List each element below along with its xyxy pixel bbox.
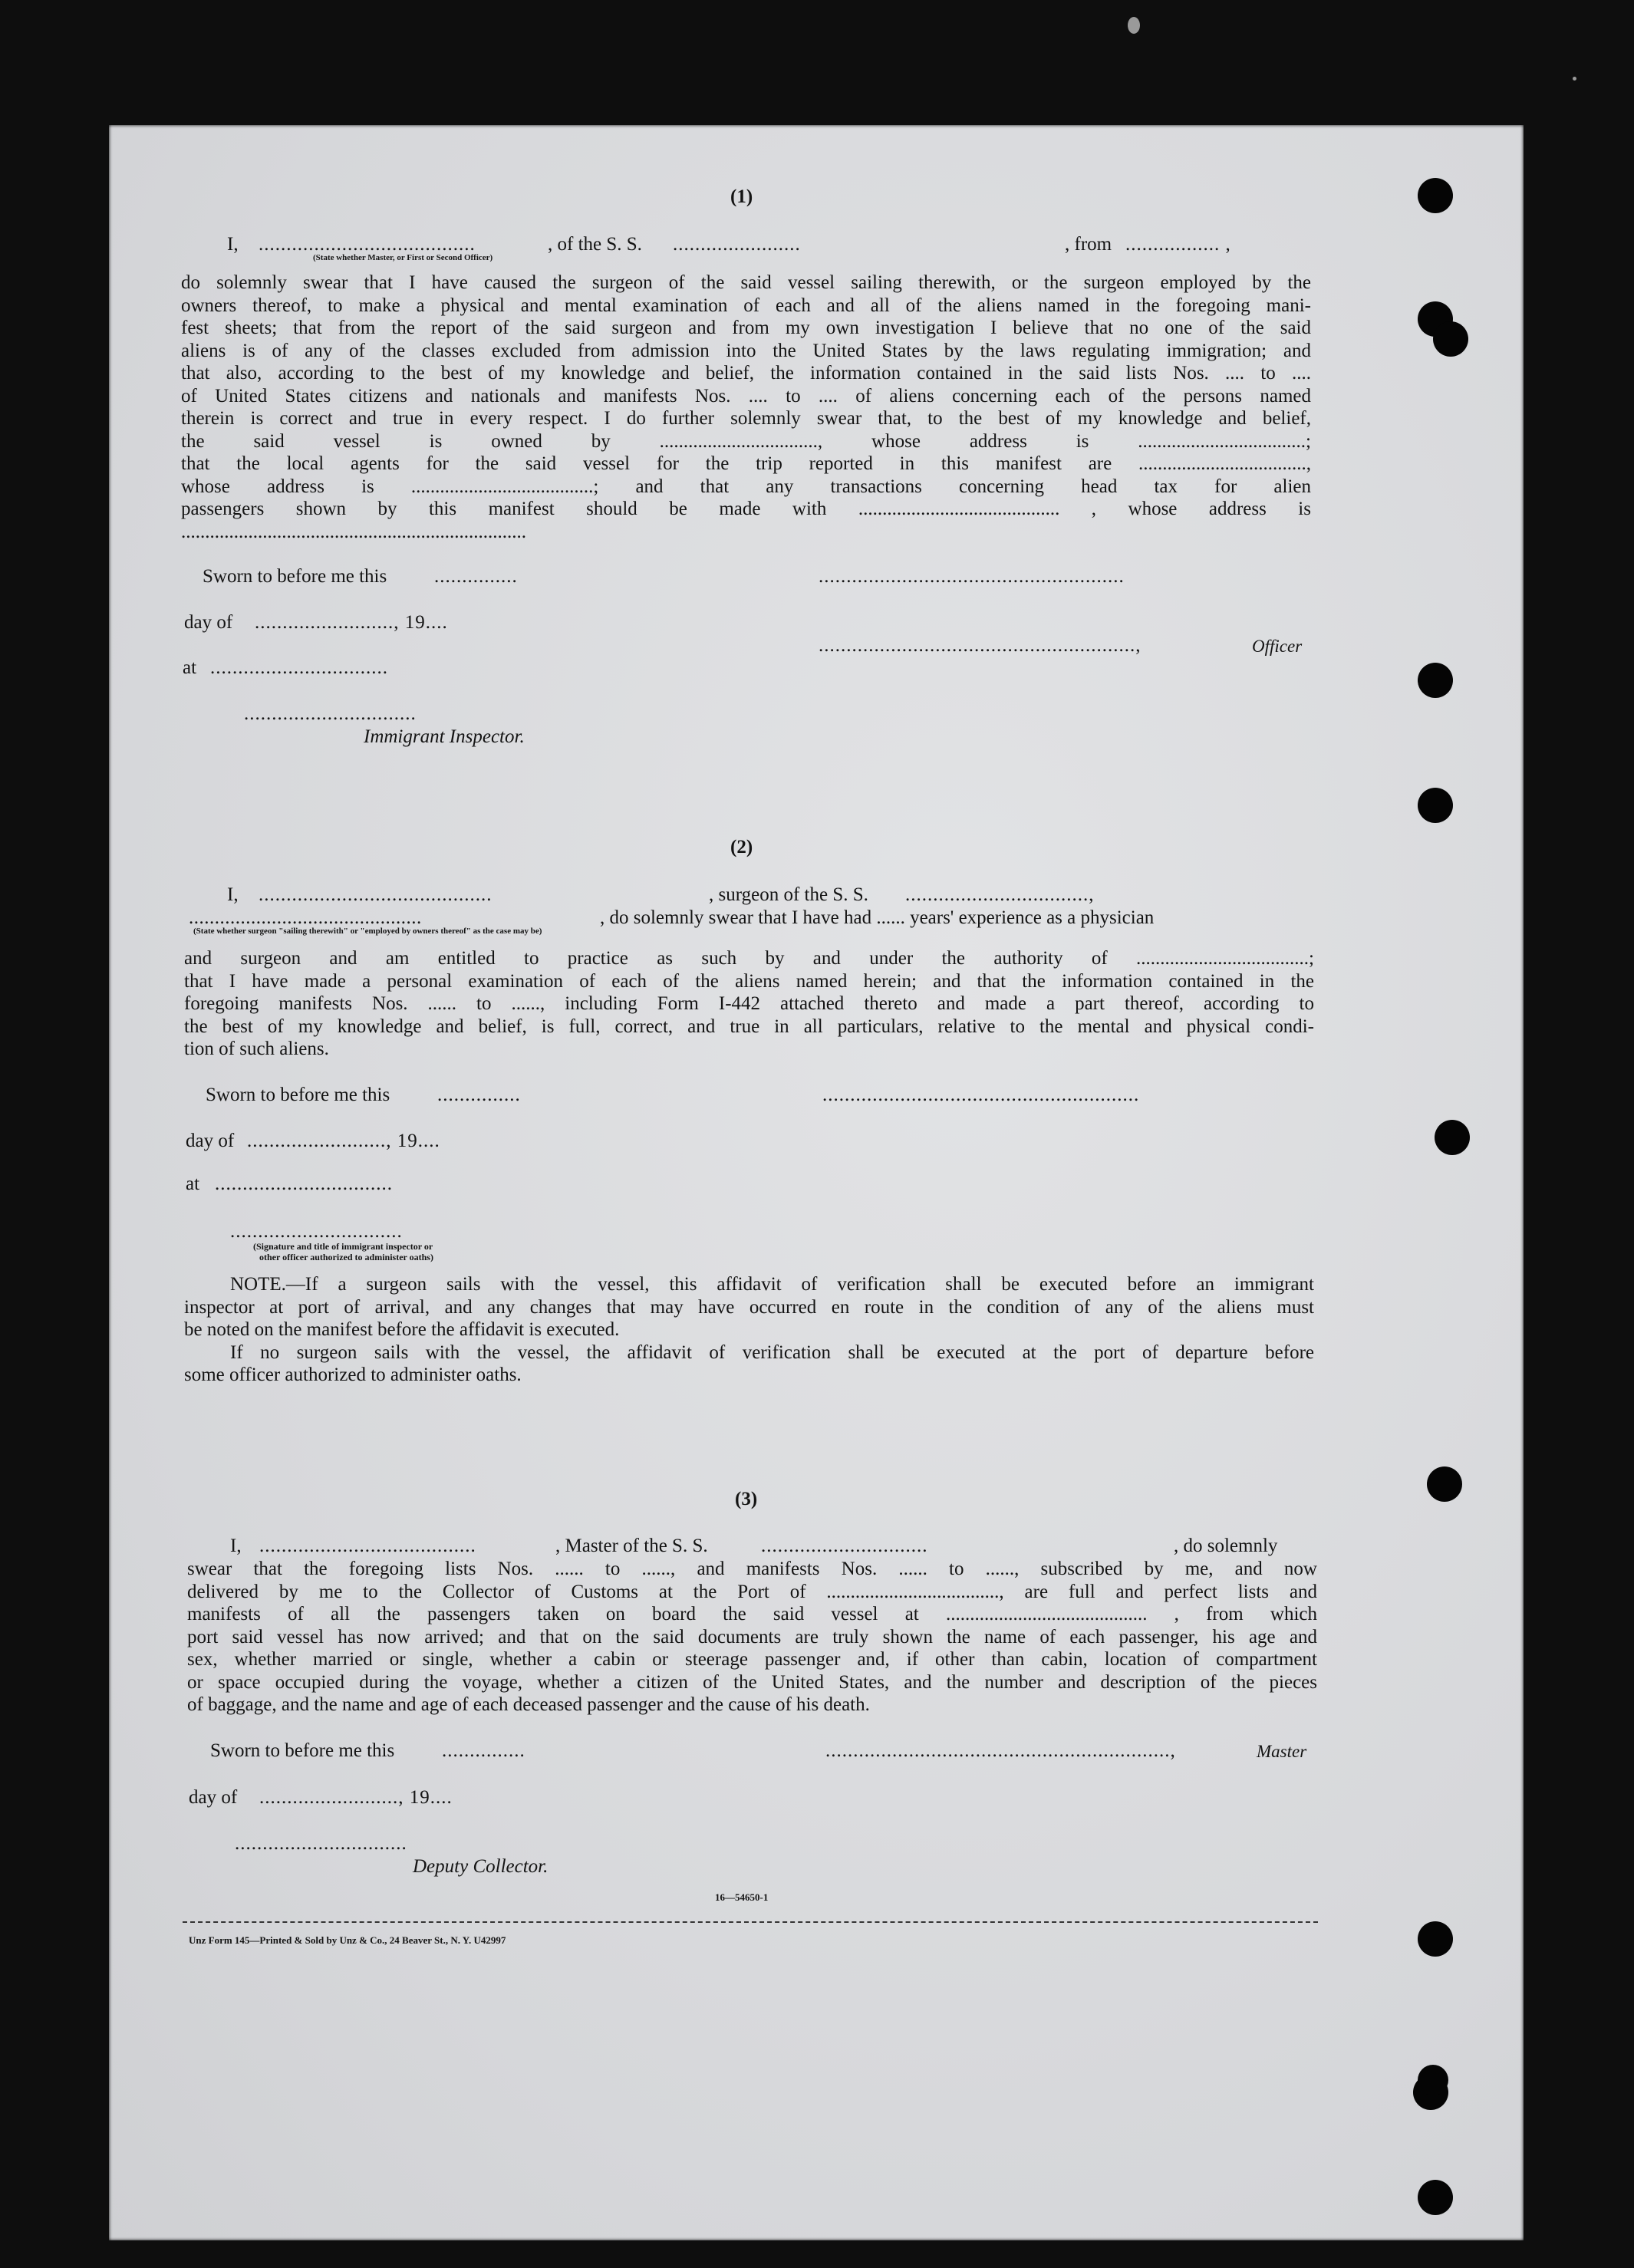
oath-line: or space occupied during the voyage, whether a citizen of the United States, and the number and description of the pieces bbox=[187, 1671, 1317, 1693]
oath-line: that also, according to the best of my knowledge and belief, the information contained in the said lists Nos. .... to .... bbox=[181, 363, 1311, 383]
immigrant-inspector-label: Immigrant Inspector. bbox=[364, 726, 525, 747]
section-1-oath-text bbox=[181, 272, 1311, 543]
punch-hole bbox=[1418, 178, 1453, 213]
field-label: I, bbox=[227, 234, 239, 255]
master-name-blank: ....................................... bbox=[259, 1536, 476, 1556]
surgeon-status-blank: ............................................. bbox=[189, 907, 422, 928]
oath-line: the said vessel is owned by ................................., whose address is ...................................; bbox=[181, 430, 1311, 452]
note-line: NOTE.—If a surgeon sails with the vessel, this affidavit of verification shall be executed before an immigrant bbox=[230, 1274, 1314, 1295]
sworn-label: Sworn to before me this bbox=[203, 566, 387, 587]
punch-hole bbox=[1427, 1466, 1462, 1502]
officer-label: Officer bbox=[1252, 637, 1303, 656]
punch-hole bbox=[1418, 2180, 1453, 2215]
oath-line: tion of such aliens. bbox=[184, 1039, 329, 1059]
scanner-speck bbox=[1573, 77, 1576, 81]
field-label: , from bbox=[1065, 234, 1112, 255]
section-1-number: (1) bbox=[730, 186, 753, 207]
officer-title-blank: ........................................................., bbox=[819, 635, 1141, 656]
note-line: If no surgeon sails with the vessel, the affidavit of verification shall be executed at the port of departure before bbox=[230, 1341, 1314, 1363]
oath-line: do solemnly swear that I have caused the surgeon of the said vessel sailing therewith, or the surgeon employed by the bbox=[181, 272, 1311, 293]
signature-note: other officer authorized to administer oaths) bbox=[259, 1252, 433, 1262]
oath-line: of baggage, and the name and age of each deceased passenger and the cause of his death. bbox=[187, 1694, 870, 1715]
day-blank: ........................., 19.... bbox=[255, 612, 448, 633]
sworn-date-blank: ............... bbox=[434, 566, 518, 587]
scanner-speck bbox=[1128, 17, 1140, 34]
master-signature-blank: .............................................................., bbox=[825, 1740, 1176, 1761]
officer-signature-blank: ....................................................... bbox=[819, 566, 1125, 587]
punch-hole bbox=[1435, 1120, 1470, 1155]
section-2-oath-text bbox=[184, 947, 1314, 1061]
signature-note: (Signature and title of immigrant inspector or bbox=[253, 1241, 433, 1252]
day-of-label: day of bbox=[184, 612, 233, 633]
oath-line: therein is correct and true in every respect. I do further solemnly swear that, to the best of my knowledge and belief, bbox=[181, 408, 1311, 429]
punch-hole bbox=[1418, 663, 1453, 698]
note-line: inspector at port of arrival, and any changes that may have occurred en route in the condition of any of the aliens must bbox=[184, 1296, 1314, 1318]
field-label: , Master of the S. S. bbox=[555, 1536, 708, 1556]
surgeon-signature-blank: ......................................................... bbox=[822, 1085, 1140, 1105]
oath-line: delivered by me to the Collector of Customs at the Port of ...................................., are full and perfect lists and bbox=[187, 1581, 1317, 1602]
form-number: 16—54650-1 bbox=[715, 1891, 769, 1903]
punch-hole bbox=[1418, 2065, 1448, 2095]
field-label: I, bbox=[230, 1536, 242, 1556]
oath-line: swear that the foregoing lists Nos. ...... to ......, and manifests Nos. ...... to ......, subscribed by me, and now bbox=[187, 1559, 1317, 1579]
section-3-oath-text bbox=[187, 1558, 1317, 1717]
oath-line: that I have made a personal examination of each of the aliens named herein; and that the information contained in the bbox=[184, 970, 1314, 992]
vessel-name-blank: ................................., bbox=[905, 884, 1095, 905]
officer-rank-note: (State whether Master, or First or Second Officer) bbox=[313, 253, 493, 262]
note-line: some officer authorized to administer oaths. bbox=[184, 1364, 522, 1385]
field-label: , of the S. S. bbox=[548, 234, 642, 255]
section-3-number: (3) bbox=[735, 1489, 758, 1509]
footer-rule bbox=[183, 1921, 1318, 1923]
field-label: , do solemnly bbox=[1174, 1536, 1278, 1556]
oath-line: sex, whether married or single, whether a cabin or steerage passenger and, if other than cabin, location of compartment bbox=[187, 1649, 1317, 1670]
place-blank: ................................ bbox=[210, 657, 388, 678]
oath-line: whose address is ......................................; and that any transactions concerning head tax for alien bbox=[181, 476, 1311, 497]
oath-line: owners thereof, to make a physical and mental examination of each and all of the aliens named in the foregoing mani- bbox=[181, 295, 1311, 316]
punch-hole bbox=[1418, 1921, 1453, 1957]
note-line: be noted on the manifest before the affidavit is executed. bbox=[184, 1319, 620, 1340]
surgeon-note-text bbox=[184, 1273, 1314, 1387]
inspector-signature-blank: ............................... bbox=[230, 1221, 403, 1242]
punch-hole bbox=[1433, 321, 1468, 357]
at-label: at bbox=[183, 657, 197, 678]
day-of-label: day of bbox=[189, 1787, 238, 1808]
inspector-signature-blank: ............................... bbox=[244, 703, 417, 724]
sworn-date-blank: ............... bbox=[442, 1740, 525, 1761]
sworn-label: Sworn to before me this bbox=[210, 1740, 395, 1761]
place-blank: ................................ bbox=[215, 1174, 393, 1194]
oath-line: the best of my knowledge and belief, is full, correct, and true in all particulars, relative to the mental and physical condi- bbox=[184, 1015, 1314, 1037]
day-blank: ........................., 19.... bbox=[247, 1131, 440, 1151]
surgeon-name-blank: .......................................... bbox=[259, 884, 493, 905]
oath-line: of United States citizens and nationals and manifests Nos. .... to .... of aliens concerning each of the persons named bbox=[181, 385, 1311, 407]
oath-line: passengers shown by this manifest should be made with .......................................... , whose address is bbox=[181, 499, 1311, 519]
field-label: I, bbox=[227, 884, 239, 905]
sworn-date-blank: ............... bbox=[437, 1085, 521, 1105]
surgeon-status-note: (State whether surgeon "sailing therewith" or "employed by owners thereof" as the case may be) bbox=[193, 927, 542, 936]
oath-line: , do solemnly swear that I have had ...... years' experience as a physician bbox=[600, 907, 1155, 928]
oath-line: aliens is of any of the classes excluded from admission into the United States by the laws regulating immigration; and bbox=[181, 340, 1311, 361]
printer-imprint: Unz Form 145—Printed & Sold by Unz & Co., 24 Beaver St., N. Y. U42997 bbox=[189, 1934, 506, 1946]
day-blank: ........................., 19.... bbox=[259, 1787, 453, 1808]
day-of-label: day of bbox=[186, 1131, 235, 1151]
oath-line: fest sheets; that from the report of the said surgeon and from my own investigation I believe that no one of the said bbox=[181, 318, 1311, 338]
sworn-label: Sworn to before me this bbox=[206, 1085, 390, 1105]
oath-line: that the local agents for the said vessel for the trip reported in this manifest are ..................................., bbox=[181, 453, 1311, 474]
master-name-blank: ....................................... bbox=[259, 234, 476, 255]
vessel-name-blank: ....................... bbox=[673, 234, 801, 255]
master-label: Master bbox=[1257, 1742, 1307, 1761]
oath-line: and surgeon and am entitled to practice as such by and under the authority of ....................................; bbox=[184, 948, 1314, 969]
oath-line: ........................................................................ bbox=[181, 521, 526, 542]
section-2-number: (2) bbox=[730, 837, 753, 857]
oath-line: foregoing manifests Nos. ...... to ......, including Form I-442 attached thereto and made a part thereof, according to bbox=[184, 993, 1314, 1014]
deputy-collector-label: Deputy Collector. bbox=[413, 1856, 549, 1877]
punch-hole bbox=[1418, 788, 1453, 823]
field-label: , surgeon of the S. S. bbox=[709, 884, 868, 905]
at-label: at bbox=[186, 1174, 200, 1194]
oath-line: port said vessel has now arrived; and that on the said documents are truly shown the name of each passenger, his age and bbox=[187, 1626, 1317, 1648]
oath-line: manifests of all the passengers taken on board the said vessel at .......................................... , from which bbox=[187, 1604, 1317, 1624]
departure-port-blank: ................. , bbox=[1125, 234, 1231, 255]
manifest-affidavit-page bbox=[109, 125, 1524, 2240]
vessel-name-blank: .............................. bbox=[761, 1536, 928, 1556]
collector-signature-blank: ............................... bbox=[235, 1833, 407, 1854]
